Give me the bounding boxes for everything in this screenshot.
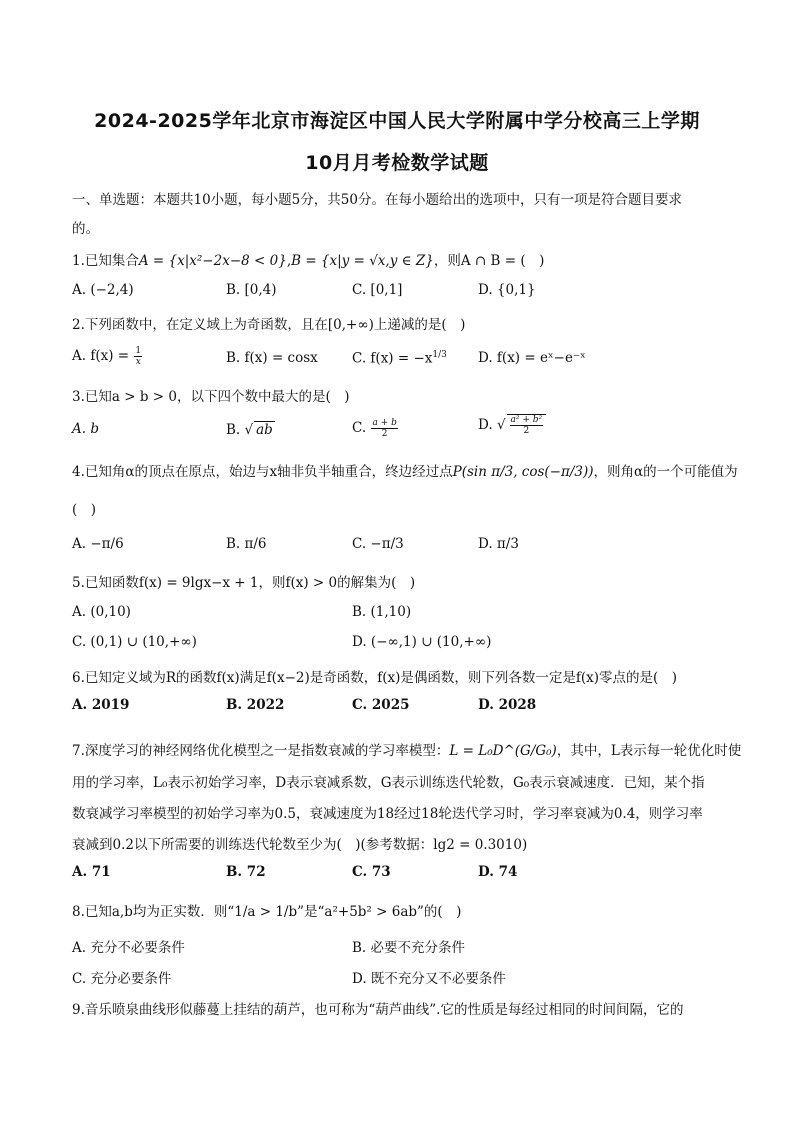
q4-option-d: D. π/3 bbox=[478, 536, 519, 552]
q8-option-a: A. 充分不必要条件 bbox=[72, 940, 185, 956]
question-4-stem-line2: ( ) bbox=[72, 502, 97, 518]
q2-option-a bbox=[72, 346, 143, 367]
q3-option-c-denominator: 2 bbox=[381, 429, 388, 439]
q3-option-c-label: C. bbox=[352, 420, 371, 436]
q3-option-d-denominator: 2 bbox=[523, 426, 530, 436]
q2-option-a-fraction bbox=[134, 346, 142, 367]
q5-option-d: D. (−∞,1) ∪ (10,+∞) bbox=[352, 634, 492, 650]
q1-option-d: D. {0,1} bbox=[478, 282, 536, 298]
q1-set-a: A = {x|x²−2x−8 < 0} bbox=[138, 253, 287, 269]
q7-option-a: A. 71 bbox=[72, 864, 111, 880]
q3-option-b-radicand: ab bbox=[256, 422, 273, 438]
q3-option-d: D. √ $\frac{\text{a² + b²}}{2}$ bbox=[478, 414, 546, 436]
question-7-line2: 用的学习率，L₀表示初始学习率，D表示衰减系数，G表示训练迭代轮数，G₀表示衰减速度．已知，某个指 bbox=[72, 775, 705, 791]
q8-option-c: C. 充分必要条件 bbox=[72, 971, 172, 987]
question-1-stem bbox=[72, 249, 722, 269]
q6-option-c: C. 2025 bbox=[352, 697, 410, 713]
q3-option-d-radical bbox=[507, 414, 547, 436]
exam-title-line2: 10月月考检数学试题 bbox=[305, 152, 489, 174]
q4-option-b: B. π/6 bbox=[226, 536, 267, 552]
q7-line1-pre: 7.深度学习的神经网络优化模型之一是指数衰减的学习率模型： bbox=[72, 743, 450, 759]
q3-option-c-numerator: a + b bbox=[372, 418, 397, 428]
question-9-stem: 9.音乐喷泉曲线形似藤蔓上挂结的葫芦，也可称为“葫芦曲线”.它的性质是每经过相同的时间间隔，它的 bbox=[72, 1002, 684, 1018]
q4-stem-pre: 4.已知角α的顶点在原点，始边与x轴非负半轴重合，终边经过点 bbox=[72, 464, 453, 480]
q3-option-b-label: B. bbox=[226, 422, 245, 438]
q7-option-c: C. 73 bbox=[352, 864, 391, 880]
question-3-stem: 3.已知a > b > 0，以下四个数中最大的是( ) bbox=[72, 389, 350, 405]
q2-option-d: D. f(x) = eˣ−e⁻ˣ bbox=[478, 350, 586, 366]
question-6-stem: 6.已知定义域为R的函数f(x)满足f(x−2)是奇函数，f(x)是偶函数，则下列各数一定是f(x)零点的是( ) bbox=[72, 670, 678, 686]
q1-set-b: B = {x|y = √x,y ∈ Z} bbox=[291, 253, 434, 269]
q1-sep: , bbox=[286, 253, 292, 269]
q6-option-b: B. 2022 bbox=[226, 697, 285, 713]
q8-option-b: B. 必要不充分条件 bbox=[352, 940, 466, 956]
q2-option-c-exponent: 1/3 bbox=[432, 350, 447, 360]
q4-point: P(sin π/3, cos(−π/3)) bbox=[452, 464, 594, 480]
question-7-line1 bbox=[72, 739, 742, 759]
q2-option-b: B. f(x) = cosx bbox=[226, 350, 318, 366]
q8-option-d: D. 既不充分又不必要条件 bbox=[352, 971, 506, 987]
q5-option-c: C. (0,1) ∪ (10,+∞) bbox=[72, 634, 197, 650]
question-7-line4: 衰减到0.2以下所需要的训练迭代轮数至少为( )(参考数据：lg2 = 0.3010) bbox=[72, 837, 528, 853]
q1-suffix: ，则A ∩ B = ( ) bbox=[433, 253, 545, 269]
question-4-stem bbox=[72, 460, 738, 480]
q4-stem-post: ，则角α的一个可能值为 bbox=[593, 464, 738, 480]
q2-option-c bbox=[352, 350, 447, 367]
section-instructions-line1: 一、单选题：本题共10小题，每小题5分，共50分。在每小题给出的选项中，只有一项是符合题目要求 bbox=[72, 192, 682, 208]
q1-option-c: C. [0,1] bbox=[352, 282, 403, 298]
question-2-stem: 2.下列函数中，在定义域上为奇函数，且在[0,+∞)上递减的是( ) bbox=[72, 317, 466, 333]
q2-option-a-text: A. f(x) = bbox=[72, 348, 134, 364]
q1-option-b: B. [0,4) bbox=[226, 282, 277, 298]
question-5-stem: 5.已知函数f(x) = 9lgx−x + 1，则f(x) > 0的解集为( ) bbox=[72, 575, 416, 591]
q6-option-d: D. 2028 bbox=[478, 697, 537, 713]
question-7-line3: 数衰减学习率模型的初始学习率为0.5，衰减速度为18经过18轮迭代学习时，学习率衰减为0.4，则学习率 bbox=[72, 806, 703, 822]
q5-option-b: B. (1,10) bbox=[352, 604, 412, 620]
q7-formula: L = L₀D^(G/G₀) bbox=[449, 743, 557, 759]
q2-option-a-numerator: 1 bbox=[135, 346, 142, 356]
section-instructions-line2: 的。 bbox=[72, 221, 99, 237]
q3-option-c bbox=[352, 418, 399, 439]
q3-option-d-label: D. bbox=[478, 417, 497, 433]
q3-option-c-fraction bbox=[371, 418, 397, 439]
q1-option-a: A. (−2,4) bbox=[72, 282, 134, 298]
q3-option-d-fraction bbox=[510, 415, 544, 436]
q3-option-b: B. √ ab bbox=[226, 422, 273, 438]
q2-option-a-denominator: x bbox=[135, 357, 141, 367]
question-8-stem: 8.已知a,b均为正实数．则“1/a > 1/b”是“a²+5b² > 6ab”的( ) bbox=[72, 904, 462, 920]
q4-option-c: C. −π/3 bbox=[352, 536, 404, 552]
q5-option-a: A. (0,10) bbox=[72, 604, 131, 620]
q6-option-a: A. 2019 bbox=[72, 697, 130, 713]
q7-line1-post: ，其中，L表示每一轮优化时使 bbox=[556, 743, 742, 759]
q2-option-c-text: C. f(x) = −x bbox=[352, 350, 433, 367]
q4-option-a: A. −π/6 bbox=[72, 536, 124, 552]
q1-prefix: 1.已知集合 bbox=[72, 253, 139, 269]
q7-option-d: D. 74 bbox=[478, 864, 518, 880]
q7-option-b: B. 72 bbox=[226, 864, 266, 880]
exam-title-line1: 2024-2025学年北京市海淀区中国人民大学附属中学分校高三上学期 bbox=[94, 110, 700, 132]
q3-option-a: A. b bbox=[72, 421, 99, 437]
q3-option-d-numerator: a² + b² bbox=[510, 415, 543, 425]
